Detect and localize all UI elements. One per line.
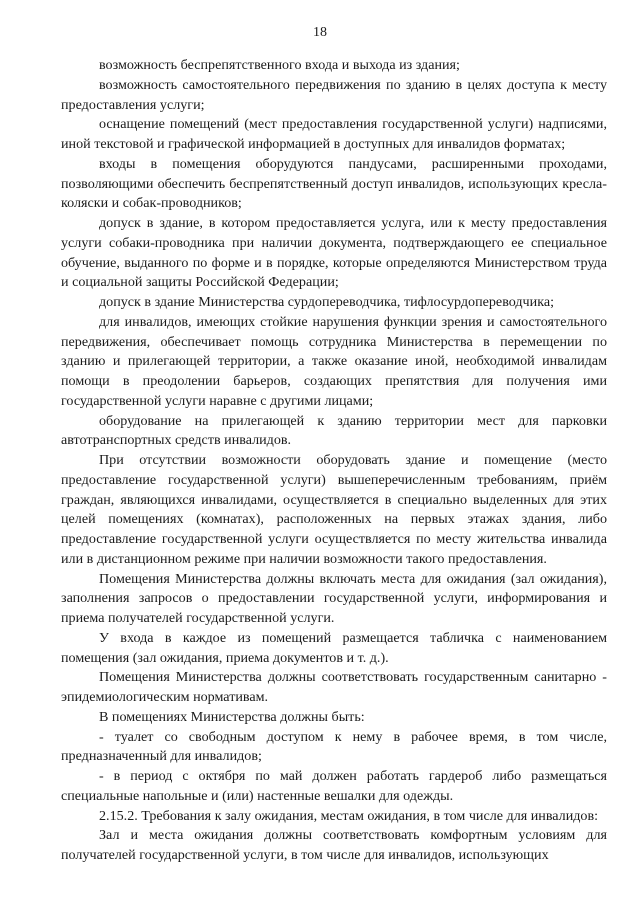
section-heading: 2.15.2. Требования к залу ожидания, местам ожидания, в том числе для инвалидов:	[99, 807, 599, 824]
paragraph: В помещениях Министерства должны быть:	[99, 708, 365, 725]
paragraph: оснащение помещений (мест предоставления государственной услуги) надписями, иной текстовой и графической информацией в доступных для инвалидов форматах;	[61, 116, 607, 152]
paragraph: - туалет со свободным доступом к нему в рабочее время, в том числе, предназначенный для инвалидов;	[61, 728, 607, 765]
paragraph: При отсутствии возможности оборудовать здание и помещение (место предоставление государственной услуги) вышеперечисленным требованиям, приём граждан, являющихся инвалидами, осуществляется в специально выделенных для этих целей помещениях (комнатах), расположенных на первых этажах здания, либо предоставление государственной услуги осуществляется по месту жительства инвалида или в дистанционном режиме при наличии возможности такого предоставления.	[61, 452, 607, 567]
paragraph: Помещения Министерства должны соответствовать государственным санитарно - эпидемиологическим нормативам.	[61, 669, 607, 705]
paragraph: входы в помещения оборудуются пандусами, расширенными проходами, позволяющими обеспечить беспрепятственный доступ инвалидов, использующих кресла-коляски и собак-проводников;	[61, 155, 607, 212]
paragraph: - в период с октября по май должен работать гардероб либо размещаться специальные напольные и (или) настенные вешалки для одежды.	[61, 768, 607, 804]
paragraph: оборудование на прилегающей к зданию территории мест для парковки автотранспортных средств инвалидов.	[61, 412, 607, 449]
paragraph: допуск в здание, в котором предоставляется услуга, или к месту предоставления услуги собаки-проводника при наличии документа, подтверждающего ее специальное обучение, выданного по форме и в порядке, которые определяются Министерством труда и социальной защиты Российской Федерации;	[61, 215, 607, 291]
paragraph: У входа в каждое из помещений размещается табличка с наименованием помещения (зал ожидания, приема документов и т. д.).	[61, 629, 607, 666]
paragraph: возможность беспрепятственного входа и выхода из здания;	[99, 57, 460, 73]
paragraph: для инвалидов, имеющих стойкие нарушения функции зрения и самостоятельного передвижения, обеспечивает помощь сотрудника Министерства в перемещении по зданию и прилегающей территории, а также оказание иной, необходимой инвалидам помощи в преодолении барьеров, создающих препятствия для получения ими государственной услуги наравне с другими лицами;	[61, 313, 607, 409]
paragraph: допуск в здание Министерства сурдопереводчика, тифлосурдопереводчика;	[99, 294, 554, 310]
paragraph: возможность самостоятельного передвижения по зданию в целях доступа к месту предоставления услуги;	[61, 76, 607, 113]
page-number: 18	[313, 25, 327, 40]
paragraph: Зал и места ожидания должны соответствовать комфортным условиям для получателей государственной услуги, в том числе для инвалидов, использующих	[61, 827, 607, 863]
paragraph: Помещения Министерства должны включать места для ожидания (зал ожидания), заполнения запросов о предоставлении государственной услуги, информирования и приема получателей государственной услуги.	[61, 570, 607, 626]
document-body	[61, 56, 607, 866]
